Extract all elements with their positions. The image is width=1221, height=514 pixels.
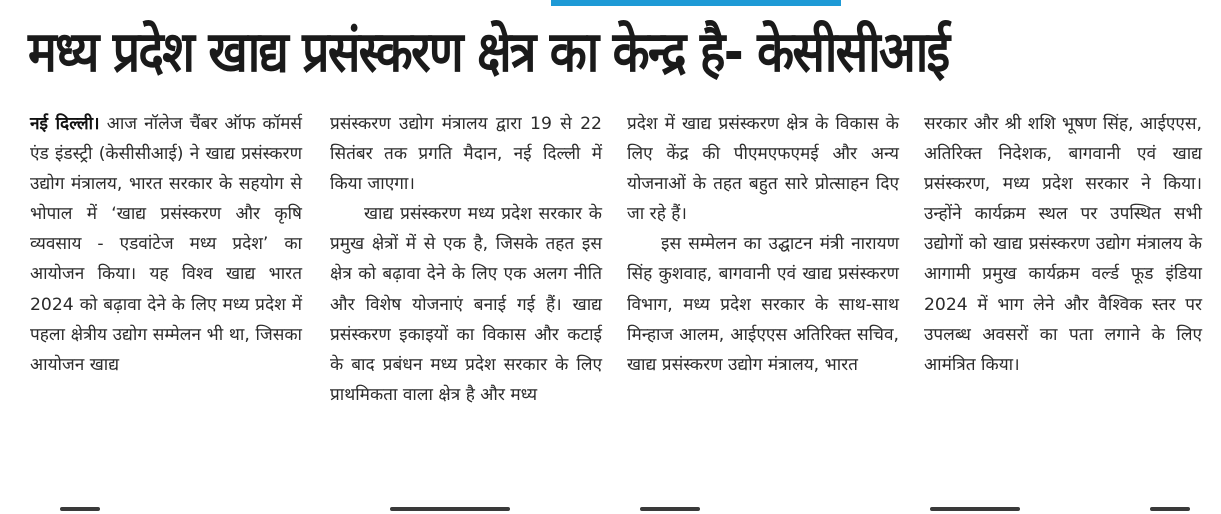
article-paragraph: सरकार और श्री शशि भूषण सिंह, आईएएस, अतिरिक्त निदेशक, बागवानी एवं खाद्य प्रसंस्करण, मध्य प्रदेश सरकार ने किया। उन्होंने कार्यक्रम स्थल पर उपस्थित सभी उद्योगों को खाद्य प्रसंस्करण उद्योग मंत्रालय के आगामी प्रमुख कार्यक्रम वर्ल्ड फूड इंडिया 2024 में भाग लेने और वैश्विक स्तर पर उपलब्ध अवसरों का पता लगाने के लिए आमंत्रित किया।: [924, 114, 1202, 375]
article-body: [30, 109, 1202, 489]
dateline: नई दिल्ली।: [30, 114, 100, 134]
section-accent-bar: [551, 0, 841, 6]
text-fragment: [1150, 507, 1190, 511]
article-column-2: [330, 109, 602, 410]
article-paragraph: [30, 109, 302, 380]
paragraph-text: आज नॉलेज चैंबर ऑफ कॉमर्स एंड इंडस्ट्री (केसीसीआई) ने खाद्य प्रसंस्करण उद्योग मंत्रालय, भारत सरकार के सहयोग से भोपाल में ‘खाद्य प्रसंस्करण और कृषि व्यवसाय - एडवांटेज मध्य प्रदेश’ का आयोजन किया। यह विश्व खाद्य भारत 2024 को बढ़ावा देने के लिए मध्य प्रदेश में पहला क्षेत्रीय उद्योग सम्मेलन भी था, जिसका आयोजन खाद्य: [30, 114, 302, 375]
article-column-1: [30, 109, 302, 380]
article-column-3: [627, 109, 899, 380]
text-fragment: [60, 507, 100, 511]
article-paragraph: खाद्य प्रसंस्करण मध्य प्रदेश सरकार के प्रमुख क्षेत्रों में से एक है, जिसके तहत इस क्षेत्र को बढ़ावा देने के लिए एक अलग नीति और विशेष योजनाएं बनाई गई हैं। खाद्य प्रसंस्करण इकाइयों का विकास और कटाई के बाद प्रबंधन मध्य प्रदेश सरकार के लिए प्राथमिकता वाला क्षेत्र है और मध्य: [330, 204, 602, 405]
text-fragment: [640, 507, 700, 511]
article-column-4: [924, 109, 1202, 380]
headline: मध्य प्रदेश खाद्य प्रसंस्करण क्षेत्र का केन्द्र है- केसीसीआई: [28, 20, 949, 85]
article-paragraph: प्रसंस्करण उद्योग मंत्रालय द्वारा 19 से 22 सितंबर तक प्रगति मैदान, नई दिल्ली में किया जाएगा।: [330, 114, 602, 195]
text-fragment: [390, 507, 510, 511]
article-paragraph: प्रदेश में खाद्य प्रसंस्करण क्षेत्र के विकास के लिए केंद्र की पीएमएफएमई और अन्य योजनाओं के तहत बहुत सारे प्रोत्साहन दिए जा रहे हैं।: [627, 114, 899, 225]
next-article-text-edge: [30, 505, 1202, 514]
article-paragraph: इस सम्मेलन का उद्घाटन मंत्री नारायण सिंह कुशवाह, बागवानी एवं खाद्य प्रसंस्करण विभाग, मध्य प्रदेश सरकार के साथ-साथ मिन्हाज आलम, आईएएस अतिरिक्त सचिव, खाद्य प्रसंस्करण उद्योग मंत्रालय, भारत: [627, 234, 899, 375]
text-fragment: [930, 507, 1020, 511]
